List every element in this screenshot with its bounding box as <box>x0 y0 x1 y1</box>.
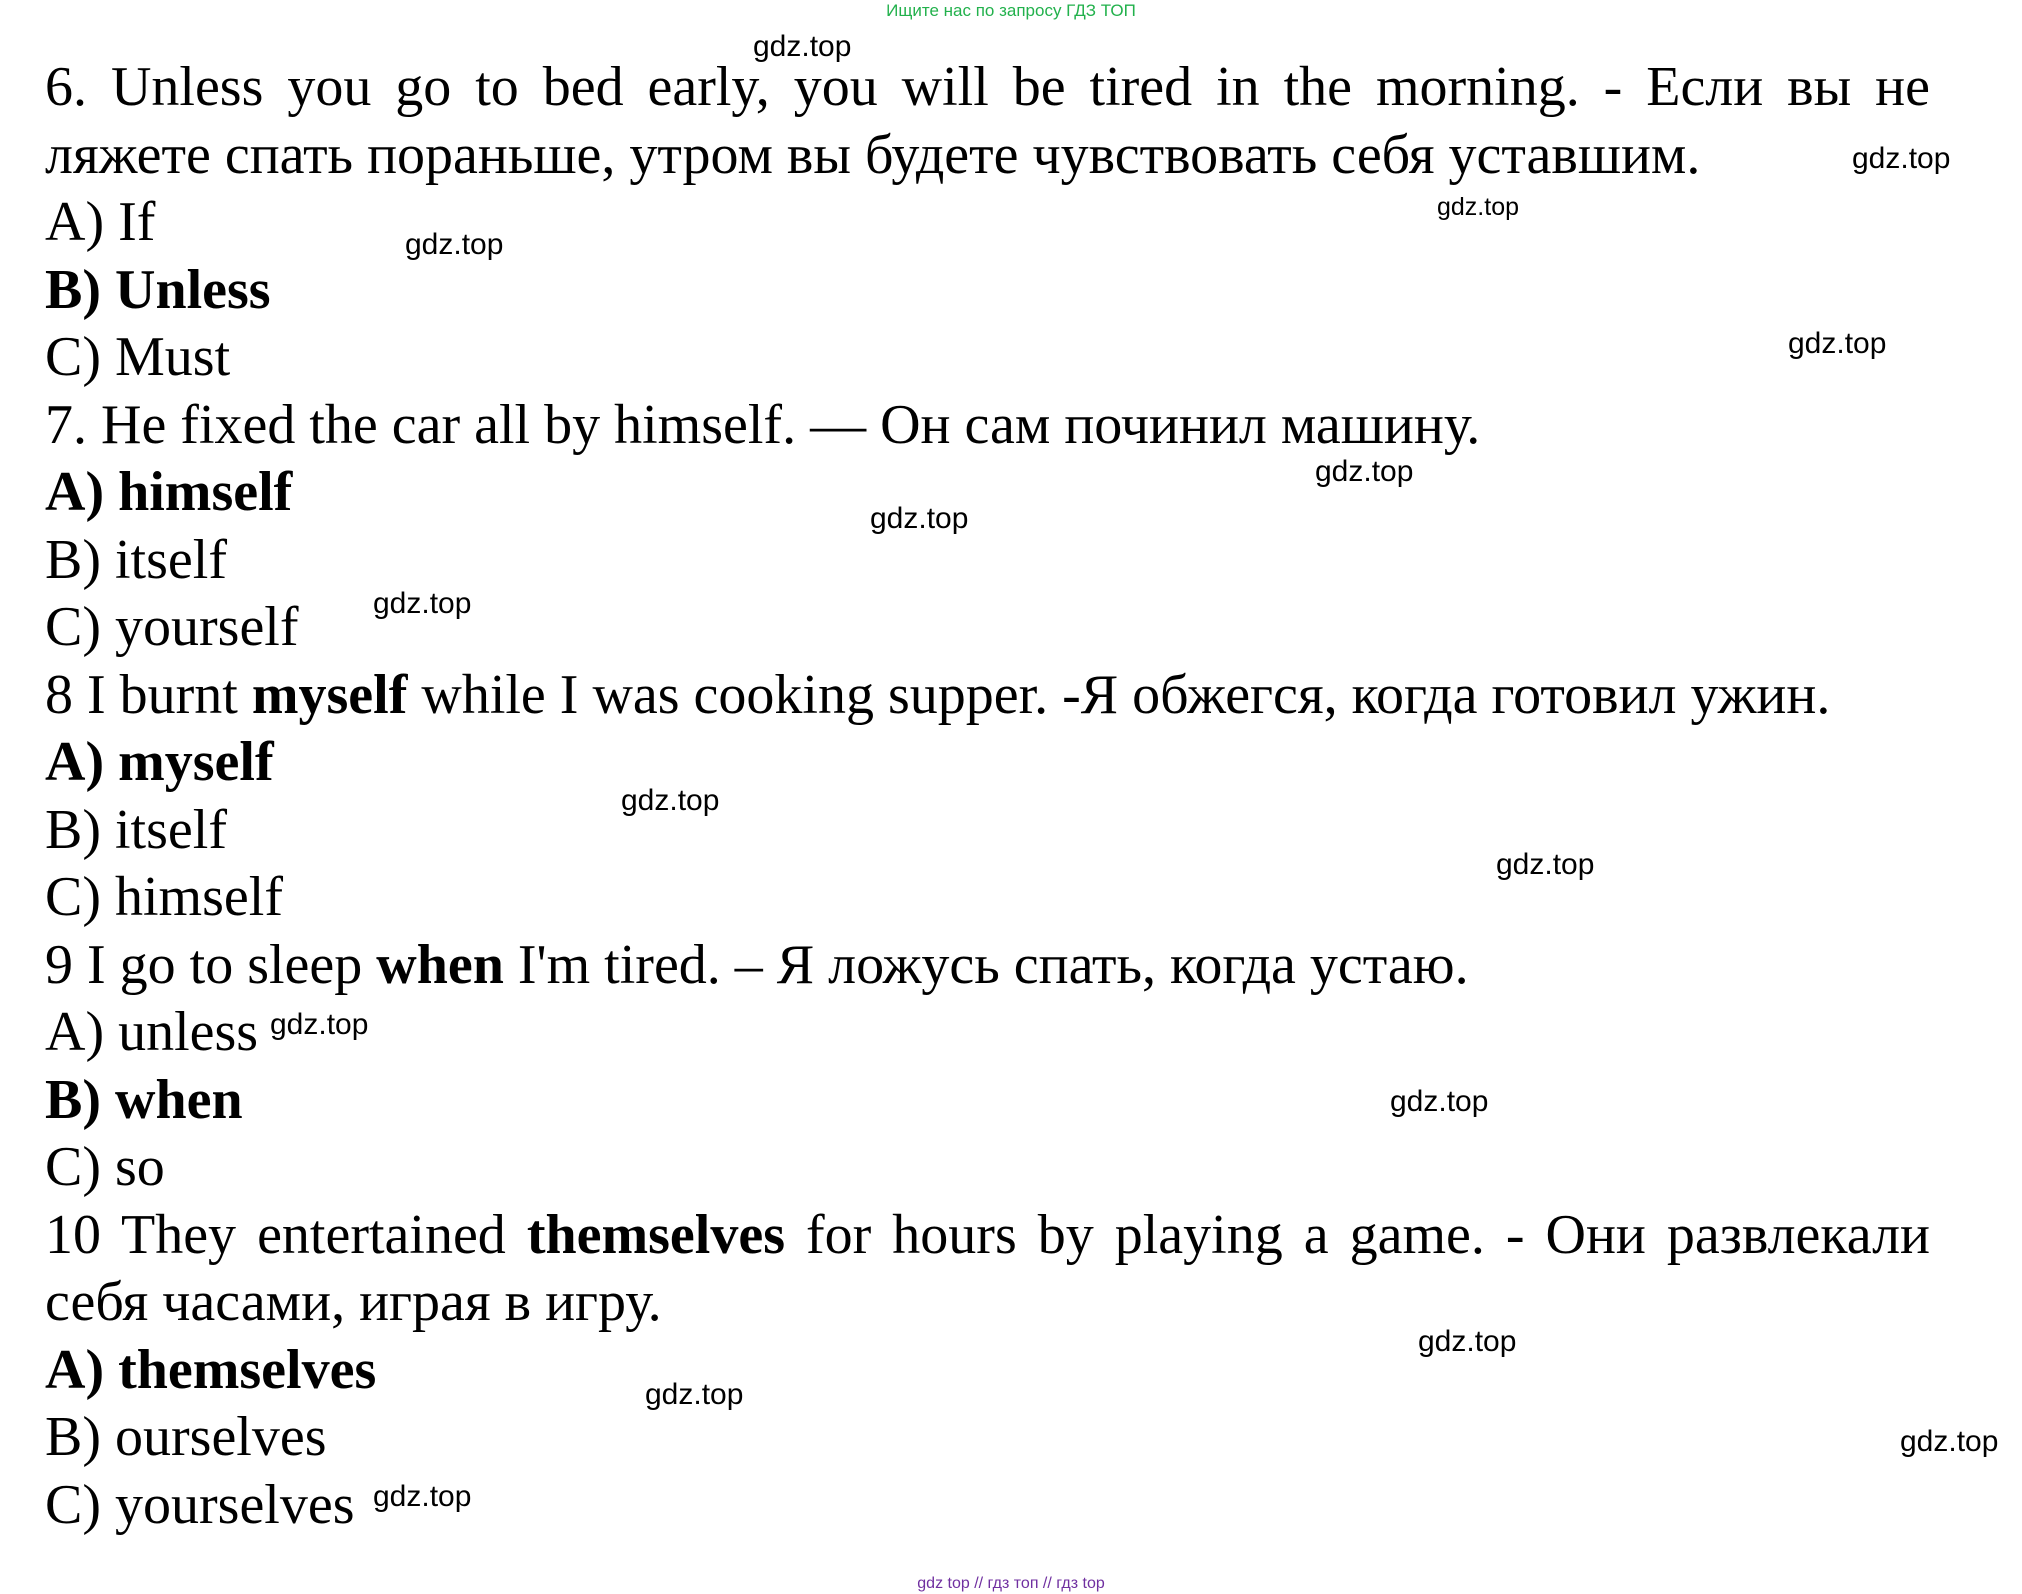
watermark: gdz.top <box>373 587 472 620</box>
watermark: gdz.top <box>405 228 504 261</box>
watermark: gdz.top <box>1315 455 1414 488</box>
watermark: gdz.top <box>1900 1425 1999 1458</box>
question-10 <box>45 1202 1945 1540</box>
question-9-option-a: A) unless <box>45 1001 259 1063</box>
watermark: gdz.top <box>753 30 852 63</box>
question-6 <box>45 54 1945 392</box>
watermark: gdz.top <box>870 502 969 535</box>
question-7-option-c: C) yourself <box>45 596 299 658</box>
question-9-text-after: I'm tired. – Я ложусь спать, когда устаю. <box>503 933 1469 996</box>
watermark: gdz.top <box>1496 848 1595 881</box>
watermark: gdz.top <box>1437 193 1520 221</box>
question-9-option-c: C) so <box>45 1136 165 1198</box>
question-9-option-b: B) when <box>45 1068 243 1131</box>
question-10-option-c: C) yourselves <box>45 1473 355 1536</box>
question-7-option-a: A) himself <box>45 461 293 523</box>
question-8-option-b: B) itself <box>45 798 227 861</box>
question-10-keyword: themselves <box>526 1203 785 1266</box>
question-9-keyword: when <box>376 933 504 996</box>
watermark: gdz.top <box>270 1008 369 1041</box>
question-10-text-after: for hours by playing a game. - Они развлекали себя часами, играя в игру. <box>45 1203 1931 1333</box>
question-7 <box>45 392 1945 662</box>
watermark: gdz.top <box>1852 142 1951 175</box>
question-8-text <box>45 662 1945 730</box>
question-8-text-after: while I was cooking supper. -Я обжегся, когда готовил ужин. <box>407 663 1831 726</box>
header-banner: Ищите нас по запросу ГДЗ ТОП <box>886 1 1136 20</box>
watermark: gdz.top <box>645 1378 744 1411</box>
question-7-text: 7. He fixed the car all by himself. — Он сам починил машину. <box>45 393 1481 456</box>
watermark: gdz.top <box>621 784 720 817</box>
footer-banner: gdz top // гдз топ // гдз top <box>917 1575 1105 1592</box>
question-10-text-before: 10 They entertained <box>45 1203 527 1266</box>
question-8-option-a: A) myself <box>45 731 274 793</box>
question-8-option-c: C) himself <box>45 866 283 928</box>
question-9 <box>45 932 1945 1202</box>
watermark: gdz.top <box>1390 1085 1489 1118</box>
question-9-text-before: 9 I go to sleep <box>45 933 377 996</box>
question-10-text <box>45 1202 1930 1337</box>
watermark: gdz.top <box>373 1480 472 1513</box>
question-8-text-before: 8 I burnt <box>45 663 252 726</box>
question-6-option-c: C) Must <box>45 326 231 388</box>
question-8-keyword: myself <box>251 663 408 726</box>
exercise-content <box>45 54 1945 1539</box>
question-10-option-b: B) ourselves <box>45 1406 327 1468</box>
question-9-text <box>45 932 1945 1000</box>
question-6-option-b: B) Unless <box>45 258 271 321</box>
question-10-option-a: A) themselves <box>45 1338 377 1401</box>
question-6-text: 6. Unless you go to bed early, you will be tired in the morning. - Если вы не ляжете спать пораньше, утром вы будете чувствовать себя уставшим. <box>45 56 1930 186</box>
question-8 <box>45 662 1945 932</box>
question-7-option-b: B) itself <box>45 528 227 591</box>
question-6-option-a: A) If <box>45 191 156 253</box>
watermark: gdz.top <box>1788 327 1887 360</box>
watermark: gdz.top <box>1418 1325 1517 1358</box>
